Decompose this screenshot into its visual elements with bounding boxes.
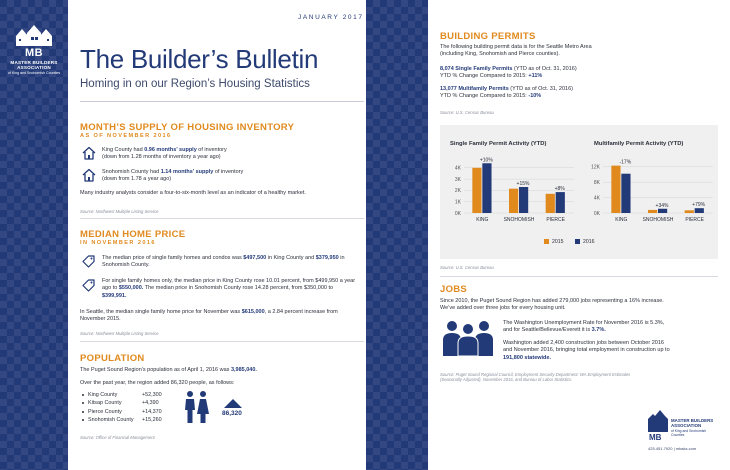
jobs-intro: Since 2010, the Puget Sound Region has added 279,000 jobs representing a 16% increase. We’ve added over three jobs for every housing unit. xyxy=(440,298,664,312)
price-tag-icon xyxy=(82,279,95,292)
y-tick-label: 2K xyxy=(454,188,461,195)
bar-2016-snohomish xyxy=(658,209,667,213)
median-paragraph-3: In Seattle, the median single family home price for November was $615,000, a 2.84 percent increase from November 2015. xyxy=(80,309,338,323)
permits-heading: BUILDING PERMITS xyxy=(440,31,536,42)
houses-logo-icon xyxy=(14,24,54,46)
x-tick-label: SNOHOMISH xyxy=(642,217,674,223)
footer-contact: 425.451.7920 | mbaks.com xyxy=(648,446,697,451)
house-icon xyxy=(82,146,96,160)
bar-2015-pierce xyxy=(685,210,694,213)
sf-chart-title: Single Family Permit Activity (YTD) xyxy=(450,141,547,147)
bar-2015-snohomish xyxy=(509,189,518,213)
issue-date: JANUARY 2017 xyxy=(298,14,364,21)
x-tick-label: KING xyxy=(615,217,628,223)
logo-name: MASTER BUILDERS ASSOCIATION xyxy=(10,60,58,71)
bar-2016-king xyxy=(621,174,630,213)
title-divider xyxy=(80,101,364,102)
list-item: Kitsap County +4,390 xyxy=(82,400,172,408)
bar-2016-snohomish xyxy=(519,187,528,213)
median-subheading: IN NOVEMBER 2016 xyxy=(80,240,156,246)
inventory-heading: MONTH’S SUPPLY OF HOUSING INVENTORY xyxy=(80,122,295,133)
house-icon xyxy=(82,168,96,182)
median-paragraph-2: For single family homes only, the median price in King County rose 10.01 percent, from $499,950 a year ago to $550,000. The median price in Snohomish County rose 14.28 percent, from $350,000 to $399,991. xyxy=(102,278,356,299)
jobs-heading: JOBS xyxy=(440,284,468,295)
population-growth-line: Over the past year, the region added 86,320 people, as follows: xyxy=(80,380,235,386)
page-title: The Builder’s Bulletin xyxy=(80,44,319,74)
mf-permit-chart xyxy=(579,153,718,233)
people-icon xyxy=(184,390,210,424)
list-item: King County +52,300 xyxy=(82,392,172,400)
sf-permit-chart xyxy=(440,153,579,233)
y-tick-label: 12K xyxy=(591,164,600,171)
inventory-snohomish: Snohomish County had 1.14 months’ supply of inventory (down from 1.78 a year ago) xyxy=(102,169,244,183)
footer-logo-name: MASTER BUILDERS ASSOCIATION of King and Snohomish Counties xyxy=(671,418,714,437)
bar-annotation: +34% xyxy=(655,202,669,209)
arrow-up-icon xyxy=(224,399,242,408)
legend-2015: 2015 xyxy=(544,239,564,245)
bar-2016-pierce xyxy=(556,192,565,213)
permits-single-family: 8,074 Single Family Permits (YTD as of Oct. 31, 2016) YTD % Change Compared to 2015: +11% xyxy=(440,66,577,80)
bar-annotation: +15% xyxy=(516,181,530,187)
bar-2015-king xyxy=(472,168,481,213)
population-list xyxy=(82,392,172,426)
x-tick-label: PIERCE xyxy=(685,217,704,223)
logo-mark: MB xyxy=(24,47,44,59)
bar-2015-pierce xyxy=(546,194,555,213)
bar-2016-king xyxy=(482,163,491,213)
bar-annotation: -17% xyxy=(619,159,632,166)
population-heading: POPULATION xyxy=(80,353,145,364)
footer-logo-mark: MB xyxy=(649,433,662,442)
population-growth-total: 86,320 xyxy=(222,410,242,417)
list-item: Pierce County +14,370 xyxy=(82,409,172,417)
y-tick-label: 4K xyxy=(593,195,600,202)
inventory-subheading: AS OF NOVEMBER 2016 xyxy=(80,133,172,139)
mf-chart-title: Multifamily Permit Activity (YTD) xyxy=(594,141,684,147)
bar-2015-king xyxy=(611,166,620,213)
bar-2016-pierce xyxy=(695,208,704,213)
logo-sub: of King and Snohomish Counties xyxy=(7,70,61,75)
y-tick-label: 8K xyxy=(593,179,600,186)
section-divider xyxy=(440,276,718,277)
inventory-note: Many industry analysts consider a four-to-six-month level as an indicator of a healthy market. xyxy=(80,190,306,196)
bar-2015-snohomish xyxy=(648,210,657,213)
jobs-unemployment: The Washington Unemployment Rate for November 2016 is 5.3%, and for Seattle/Bellevue/Everett it is 3.7%. xyxy=(503,320,665,334)
price-tag-icon xyxy=(82,255,95,268)
bar-annotation: +8% xyxy=(554,186,565,193)
permits-source: Source: U.S. Census Bureau xyxy=(440,110,494,115)
permit-charts-panel xyxy=(440,125,718,259)
y-tick-label: 0K xyxy=(593,210,600,217)
list-item: Snohomish County +15,260 xyxy=(82,417,172,425)
inventory-king: King County had 0.96 months’ supply of inventory (down from 1.28 months of inventory a year ago) xyxy=(102,147,227,161)
mbaks-logo xyxy=(6,24,62,76)
houses-logo-icon xyxy=(648,410,668,432)
workers-icon xyxy=(442,318,494,356)
bar-annotation: +79% xyxy=(692,202,706,209)
chart-source: Source: U.S. Census Bureau xyxy=(440,265,494,270)
x-tick-label: PIERCE xyxy=(546,217,565,223)
permits-intro: The following building permit data is for the Seattle Metro Area (including King, Snohomish and Pierce counties). xyxy=(440,44,592,58)
median-heading: MEDIAN HOME PRICE xyxy=(80,229,186,240)
permits-multifamily: 13,077 Multifamily Permits (YTD as of Oct. 31, 2016) YTD % Change Compared to 2015: -10% xyxy=(440,86,573,100)
y-tick-label: 0K xyxy=(454,210,461,217)
jobs-construction: Washington added 2,400 construction jobs between October 2016 and November 2016, bringing total employment in construction up to 191,800 statewide. xyxy=(503,340,670,361)
y-tick-label: 4K xyxy=(454,165,461,172)
x-tick-label: SNOHOMISH xyxy=(503,217,535,223)
x-tick-label: KING xyxy=(476,217,489,223)
section-divider xyxy=(80,218,364,219)
population-source: Source: Office of Financial Management xyxy=(80,435,155,440)
population-total-line: The Puget Sound Region’s population as of April 1, 2016 was 3,985,040. xyxy=(80,367,257,373)
chart-legend xyxy=(544,239,595,245)
page-subtitle: Homing in on our Region’s Housing Statistics xyxy=(80,78,310,90)
section-divider xyxy=(80,341,364,342)
bar-annotation: +10% xyxy=(479,157,493,164)
jobs-source: Source: Puget Sound Regional Council, Employment Security Department: WA Employment Estimates (Seasonally Adjusted), November 2016, and Bureau of Labor Statistics. xyxy=(440,372,631,383)
inventory-source: Source: Northwest Multiple Listing Service xyxy=(80,209,159,214)
legend-2016: 2016 xyxy=(575,239,595,245)
center-pattern-band xyxy=(366,0,428,470)
y-tick-label: 1K xyxy=(454,199,461,206)
y-tick-label: 3K xyxy=(454,176,461,183)
median-paragraph-1: The median price of single family homes and condos was $497,500 in King County and $379,950 in Snohomish County. xyxy=(102,255,345,269)
median-source: Source: Northwest Multiple Listing Service xyxy=(80,331,159,336)
